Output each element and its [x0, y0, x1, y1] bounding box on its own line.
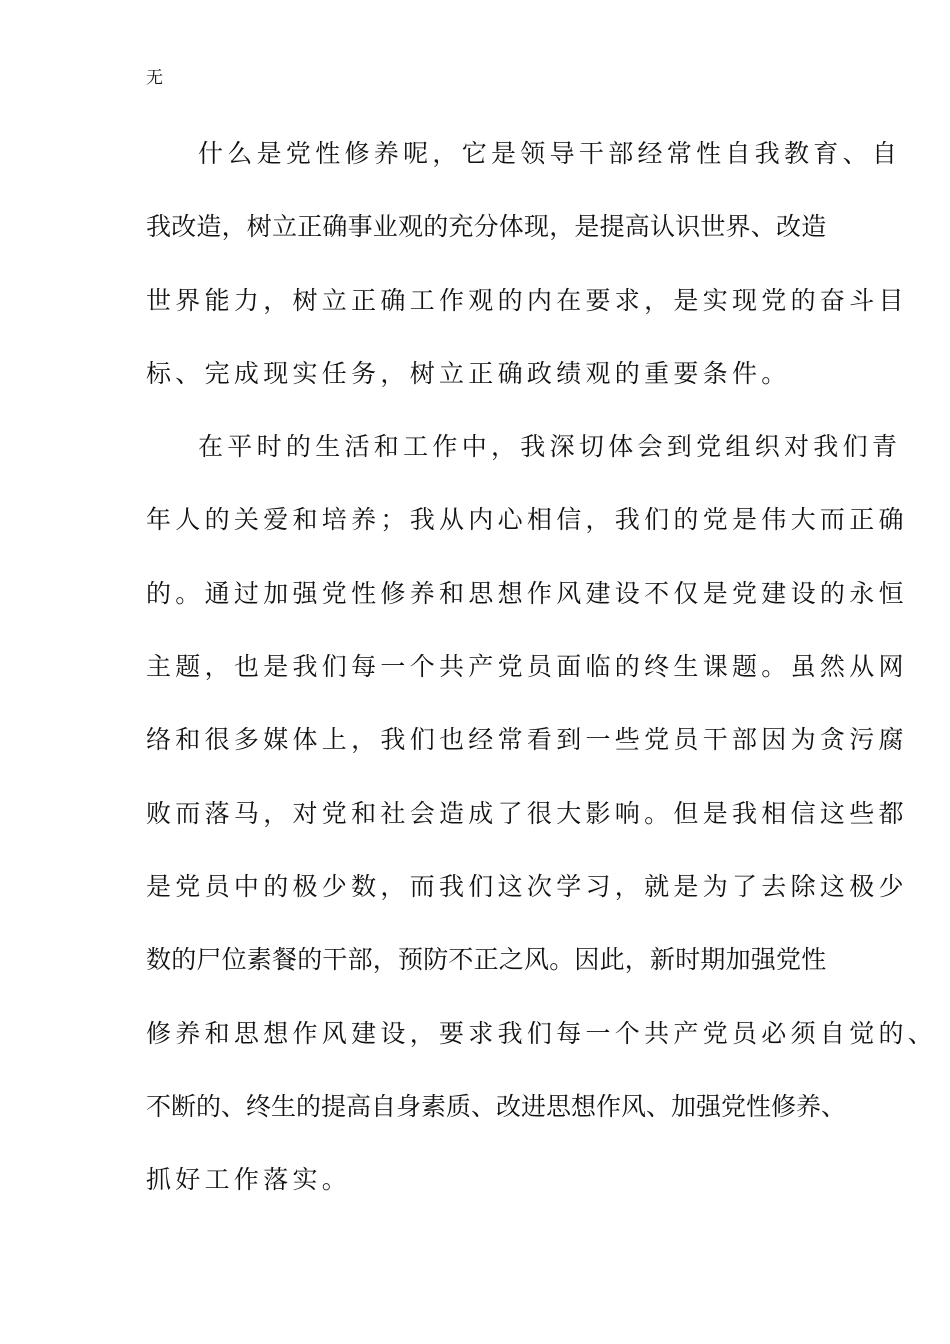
- paragraph-2-line-7: 是党员中的极少数，而我们这次学习，就是为了去除这极少: [146, 871, 908, 901]
- paragraph-1-line-4: 标、完成现实任务，树立正确政绩观的重要条件。: [146, 358, 791, 388]
- paragraph-2-line-11: 抓好工作落实。: [146, 1165, 352, 1195]
- paragraph-2-line-4: 主题，也是我们每一个共产党员面临的终生课题。虽然从网: [146, 652, 908, 682]
- paragraph-2-line-9: 修养和思想作风建设，要求我们每一个共产党员必须自觉的、: [146, 1018, 938, 1048]
- paragraph-2-line-10: 不断的、终生的提高自身素质、改进思想作风、加强党性修养、: [146, 1091, 847, 1121]
- header-mark: 无: [146, 68, 163, 88]
- paragraph-2-line-2: 年人的关爱和培养；我从内心相信，我们的党是伟大而正确: [146, 505, 908, 535]
- paragraph-2-line-8: 数的尸位素餐的干部，预防不正之风。因此，新时期加强党性: [146, 945, 827, 975]
- paragraph-1-line-3: 世界能力，树立正确工作观的内在要求，是实现党的奋斗目: [146, 285, 908, 315]
- document-body: [146, 128, 938, 1227]
- paragraph-2-line-5: 络和很多媒体上，我们也经常看到一些党员干部因为贪污腐: [146, 725, 908, 755]
- paragraph-2-line-6: 败而落马，对党和社会造成了很大影响。但是我相信这些都: [146, 798, 908, 828]
- paragraph-2-line-3: 的。通过加强党性修养和思想作风建设不仅是党建设的永恒: [146, 578, 908, 608]
- paragraph-1-line-2: 我改造，树立正确事业观的充分体现，是提高认识世界、改造: [146, 212, 827, 242]
- paragraph-2-line-1: 在平时的生活和工作中，我深切体会到党组织对我们青: [198, 432, 902, 462]
- paragraph-1-line-1: 什么是党性修养呢，它是领导干部经常性自我教育、自: [198, 139, 902, 168]
